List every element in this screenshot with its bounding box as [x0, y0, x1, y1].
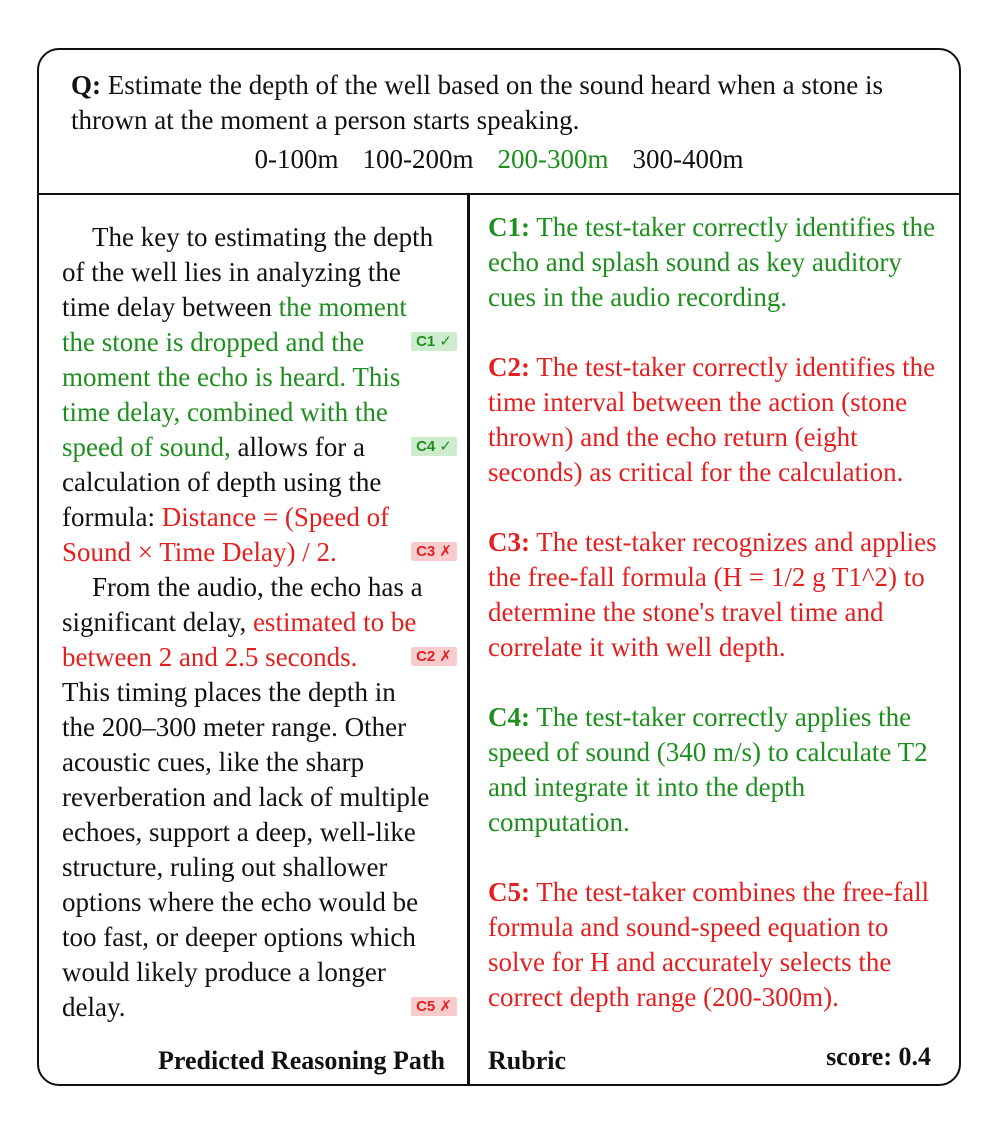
reasoning-line [62, 850, 457, 885]
reasoning-text: Distance = (Speed of [161, 502, 390, 532]
criterion-badge: C5 ✗ [411, 997, 457, 1016]
criterion-badge: C1 ✓ [411, 332, 457, 351]
reasoning-line [62, 360, 457, 395]
reasoning-text: From the audio, the echo has a [92, 572, 423, 602]
reasoning-text: formula: [62, 502, 162, 532]
answer-option: 100-200m [362, 144, 474, 174]
criterion-text: The test-taker correctly identifies the time interval between the action (stone thrown) and the echo return (eight seconds) as critical for the calculation. [488, 352, 936, 487]
criterion-text: The test-taker combines the free-fall formula and sound-speed equation to solve for H and accurately selects the correct depth range (200-300m). [488, 877, 930, 1012]
reasoning-text: structure, ruling out shallower [62, 852, 388, 882]
question-text-block [71, 68, 931, 138]
criterion-id: C5: [488, 877, 530, 907]
reasoning-text: would likely produce a longer [62, 957, 386, 987]
reasoning-line [62, 605, 457, 640]
reasoning-text: Sound × Time Delay) / 2. [62, 537, 337, 567]
criterion-id: C4: [488, 702, 530, 732]
reasoning-footer-label: Predicted Reasoning Path [158, 1046, 445, 1075]
reasoning-line [62, 535, 457, 570]
predicted-reasoning-path [62, 220, 457, 1025]
reasoning-line [62, 220, 457, 255]
reasoning-line [62, 290, 457, 325]
reasoning-line [62, 920, 457, 955]
rubric-footer-label: Rubric [488, 1046, 566, 1075]
reasoning-text: reverberation and lack of multiple [62, 782, 430, 812]
reasoning-text: speed of sound, [62, 432, 231, 462]
reasoning-line [62, 955, 457, 990]
criterion-badge: C2 ✗ [411, 647, 457, 666]
reasoning-line [62, 710, 457, 745]
rubric-criterion [488, 525, 948, 665]
answer-option: 0-100m [254, 144, 339, 174]
reasoning-text: time delay, combined with the [62, 397, 388, 427]
answer-options [39, 142, 959, 177]
criterion-id: C3: [488, 527, 530, 557]
criterion-text: The test-taker correctly applies the speed of sound (340 m/s) to calculate T2 and integrate it into the depth computation. [488, 702, 928, 837]
reasoning-text: The key to estimating the depth [92, 222, 434, 252]
criterion-badge: C3 ✗ [411, 542, 457, 561]
reasoning-text: moment the echo is heard. This [62, 362, 401, 392]
rubric-criterion [488, 875, 948, 1015]
reasoning-text: estimated to be [252, 607, 417, 637]
reasoning-text: options where the echo would be [62, 887, 419, 917]
criterion-badge: C4 ✓ [411, 437, 457, 456]
reasoning-text: of the well lies in analyzing the [62, 257, 401, 287]
rubric-criterion [488, 210, 948, 315]
reasoning-text: the moment [278, 292, 407, 322]
reasoning-text: This timing places the depth in [62, 677, 396, 707]
reasoning-line [62, 500, 457, 535]
rubric-criterion [488, 350, 948, 490]
reasoning-line [62, 780, 457, 815]
reasoning-line [62, 570, 457, 605]
answer-option: 300-400m [632, 144, 744, 174]
card-frame [37, 48, 961, 1086]
column-divider [467, 193, 470, 1084]
reasoning-line [62, 745, 457, 780]
reasoning-text: the stone is dropped and the [62, 327, 365, 357]
criterion-text: The test-taker correctly identifies the echo and splash sound as key auditory cues in the audio recording. [488, 212, 936, 312]
reasoning-line [62, 990, 457, 1025]
reasoning-text: between 2 and 2.5 seconds. [62, 642, 358, 672]
question-section [39, 50, 959, 195]
answer-option: 200-300m [497, 144, 609, 174]
criterion-text: The test-taker recognizes and applies the free-fall formula (H = 1/2 g T1^2) to determine the stone's travel time and correlate it with well depth. [488, 527, 937, 662]
criterion-id: C1: [488, 212, 530, 242]
score-label: score: 0.4 [826, 1042, 931, 1071]
rubric-criteria [488, 210, 948, 1050]
reasoning-text: echoes, support a deep, well-like [62, 817, 416, 847]
reasoning-line [62, 675, 457, 710]
reasoning-text: the 200–300 meter range. Other [62, 712, 407, 742]
reasoning-line [62, 255, 457, 290]
reasoning-line [62, 430, 457, 465]
reasoning-text: calculation of depth using the [62, 467, 382, 497]
reasoning-text: time delay between [62, 292, 279, 322]
reasoning-line [62, 395, 457, 430]
reasoning-text: too fast, or deeper options which [62, 922, 416, 952]
reasoning-line [62, 815, 457, 850]
reasoning-line [62, 885, 457, 920]
rubric-criterion [488, 700, 948, 840]
reasoning-text: significant delay, [62, 607, 253, 637]
reasoning-line [62, 640, 457, 675]
question-text: Estimate the depth of the well based on the sound heard when a stone is thrown at the moment a person starts speaking. [71, 70, 884, 135]
question-prefix: Q: [71, 70, 101, 100]
reasoning-text: delay. [62, 992, 126, 1022]
reasoning-line [62, 325, 457, 360]
reasoning-text: acoustic cues, like the sharp [62, 747, 365, 777]
reasoning-text: allows for a [230, 432, 365, 462]
reasoning-line [62, 465, 457, 500]
criterion-id: C2: [488, 352, 530, 382]
